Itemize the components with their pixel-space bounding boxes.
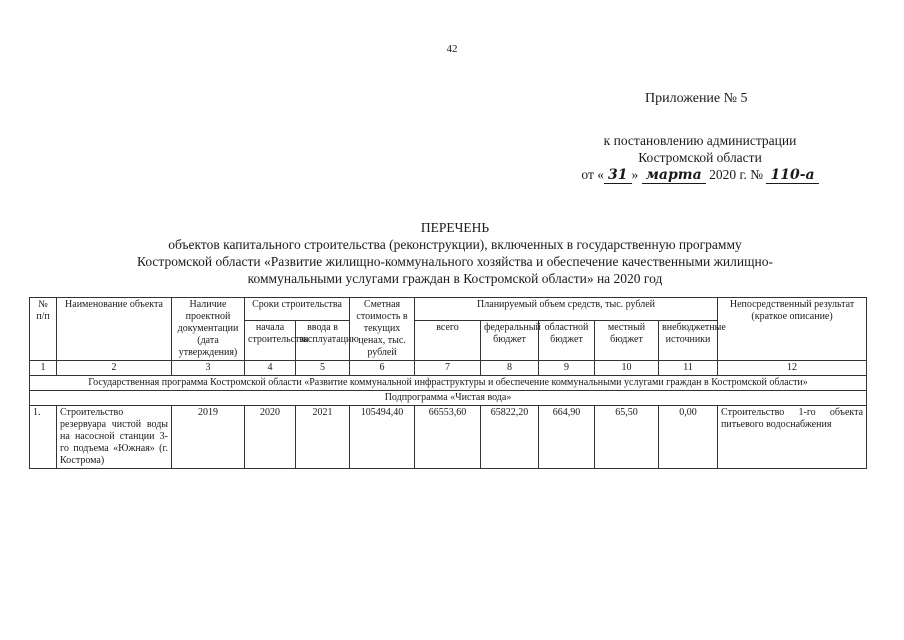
header-terms: Сроки строительства — [245, 298, 350, 321]
column-number: 7 — [415, 361, 481, 376]
decree-year-part: 2020 г. № — [709, 167, 764, 182]
table-row — [30, 406, 867, 469]
cell-total: 66553,60 — [415, 406, 481, 469]
cell-name: Строительство резервуара чистой воды на насосной станции 3-го подъема «Южная» (г. Кострома) — [57, 406, 172, 469]
cell-local: 65,50 — [595, 406, 659, 469]
column-number: 4 — [245, 361, 296, 376]
cell-start: 2020 — [245, 406, 296, 469]
page-number: 42 — [446, 43, 458, 55]
decree-date-line — [560, 166, 840, 184]
decree-line-2: Костромской области — [638, 150, 762, 165]
column-number: 12 — [718, 361, 867, 376]
cell-regional: 664,90 — [539, 406, 595, 469]
decree-mid: » — [631, 167, 639, 182]
decree-number-handwritten: 110-а — [766, 167, 818, 184]
cell-offbudget: 0,00 — [659, 406, 718, 469]
column-number: 10 — [595, 361, 659, 376]
column-number: 1 — [30, 361, 57, 376]
header-offbudget: внебюджетные источники — [659, 320, 718, 361]
header-federal: федеральный бюджет — [481, 320, 539, 361]
column-number: 5 — [296, 361, 350, 376]
column-numbers-row — [30, 361, 867, 376]
program-title: Государственная программа Костромской области «Развитие коммунальной инфраструктуры и обеспечение коммунальными услугами граждан в Костромской области» — [30, 376, 867, 391]
decree-day-handwritten: 31 — [604, 167, 631, 184]
header-regional: областной бюджет — [539, 320, 595, 361]
header-commission: ввода в эксплуатацию — [296, 320, 350, 361]
header-local: местный бюджет — [595, 320, 659, 361]
cell-result: Строительство 1-го объекта питьевого водоснабжения — [718, 406, 867, 469]
objects-table — [29, 297, 867, 469]
column-number: 11 — [659, 361, 718, 376]
decree-month-handwritten: марта — [642, 167, 706, 184]
header-total: всего — [415, 320, 481, 361]
header-name: Наименование объекта — [57, 298, 172, 361]
appendix-label: Приложение № 5 — [645, 91, 748, 106]
cell-docs: 2019 — [172, 406, 245, 469]
cell-estimate: 105494,40 — [350, 406, 415, 469]
subprogram-row — [30, 391, 867, 406]
header-planned: Планируемый объем средств, тыс. рублей — [415, 298, 718, 321]
document-title — [60, 219, 850, 287]
subprogram-title: Подпрограмма «Чистая вода» — [30, 391, 867, 406]
header-estimate: Сметная стоимость в текущих ценах, тыс. рублей — [350, 298, 415, 361]
column-number: 8 — [481, 361, 539, 376]
header-start: начала строительства — [245, 320, 296, 361]
decree-line-1: к постановлению администрации — [603, 133, 797, 148]
cell-num: 1. — [30, 406, 57, 469]
column-number: 3 — [172, 361, 245, 376]
decree-from-prefix: от « — [581, 167, 605, 182]
header-result: Непосредственный результат (краткое описание) — [718, 298, 867, 361]
cell-federal: 65822,20 — [481, 406, 539, 469]
decree-reference — [560, 132, 840, 184]
header-num: № п/п — [30, 298, 57, 361]
title-line-2: Костромской области «Развитие жилищно-коммунального хозяйства и обеспечение качественными жилищно- — [137, 254, 773, 269]
title-heading: ПЕРЕЧЕНЬ — [420, 220, 490, 235]
column-number: 2 — [57, 361, 172, 376]
column-number: 9 — [539, 361, 595, 376]
cell-commission: 2021 — [296, 406, 350, 469]
title-line-3: коммунальными услугами граждан в Костромской области» на 2020 год — [247, 271, 663, 286]
program-row — [30, 376, 867, 391]
title-line-1: объектов капитального строительства (реконструкции), включенных в государственную программу — [168, 237, 742, 252]
column-number: 6 — [350, 361, 415, 376]
header-docs: Наличие проектной документации (дата утверждения) — [172, 298, 245, 361]
